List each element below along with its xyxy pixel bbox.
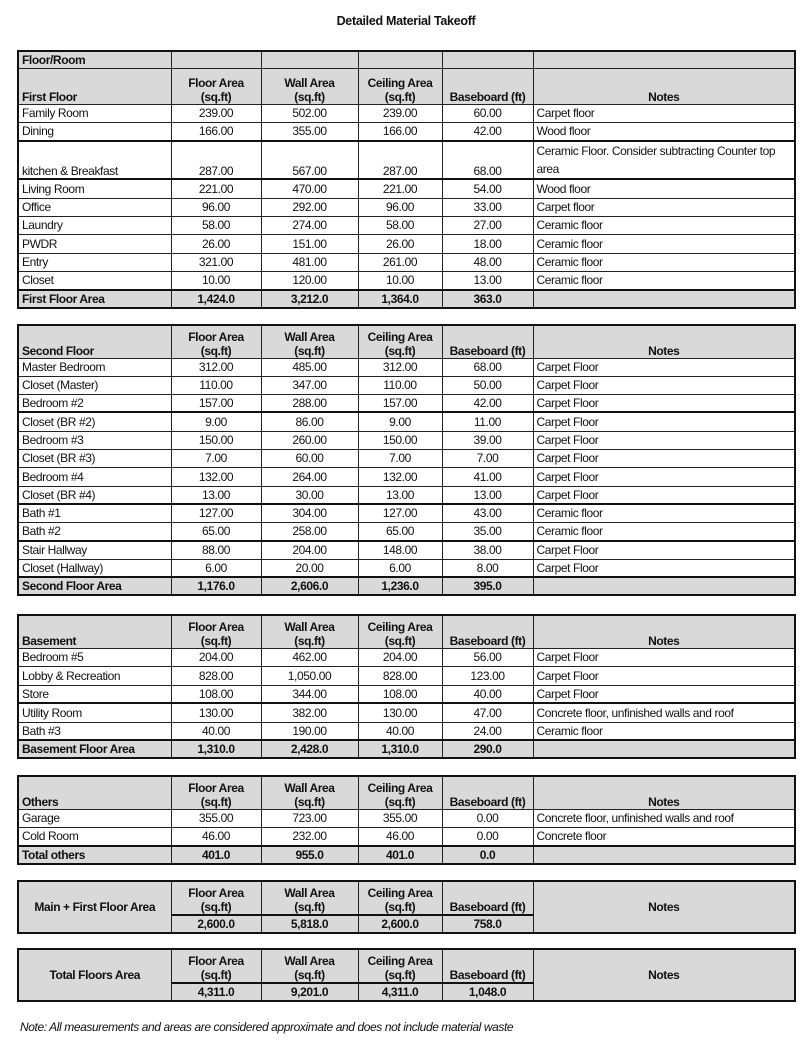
wall-area: 190.00	[261, 722, 358, 740]
summary-baseboard: 758.0	[442, 915, 533, 933]
wall-area: 20.00	[261, 559, 358, 577]
notes: Carpet Floor	[533, 394, 795, 412]
total-wall-area: 2,606.0	[261, 577, 358, 595]
room-name: Dining	[18, 122, 171, 141]
baseboard: 123.00	[442, 666, 533, 685]
notes: Wood floor	[533, 179, 795, 198]
total-label: Total others	[18, 846, 171, 864]
table-row	[18, 449, 795, 467]
header-ceiling-area: Ceiling Area (sq.ft)	[358, 615, 442, 648]
wall-area: 86.00	[261, 412, 358, 431]
floor-area: 157.00	[171, 394, 261, 412]
floor-area: 127.00	[171, 504, 261, 522]
floor-area: 150.00	[171, 431, 261, 449]
ceiling-area: 110.00	[358, 376, 442, 394]
ceiling-area: 127.00	[358, 504, 442, 522]
notes: Concrete floor, unfinished walls and roof	[533, 703, 795, 722]
summary-wall-area: 5,818.0	[261, 915, 358, 933]
basement-table	[17, 614, 796, 759]
table-row	[18, 271, 795, 290]
baseboard: 35.00	[442, 522, 533, 541]
notes: Ceramic floor	[533, 722, 795, 740]
header-wall-area: Wall Area (sq.ft)	[261, 949, 358, 983]
header-notes: Notes	[533, 881, 795, 933]
wall-area: 382.00	[261, 703, 358, 722]
floor-area: 221.00	[171, 179, 261, 198]
wall-area: 232.00	[261, 827, 358, 846]
room-name: Bedroom #3	[18, 431, 171, 449]
notes: Ceramic floor	[533, 234, 795, 253]
table-row	[18, 141, 795, 179]
notes: Ceramic floor	[533, 522, 795, 541]
room-name: Garage	[18, 809, 171, 827]
notes: Carpet Floor	[533, 486, 795, 504]
wall-area: 1,050.00	[261, 666, 358, 685]
notes: Ceramic floor	[533, 504, 795, 522]
baseboard: 24.00	[442, 722, 533, 740]
notes: Ceramic floor	[533, 216, 795, 234]
baseboard: 48.00	[442, 253, 533, 271]
header-notes: Notes	[533, 776, 795, 809]
baseboard: 40.00	[442, 685, 533, 703]
wall-area: 274.00	[261, 216, 358, 234]
baseboard: 11.00	[442, 412, 533, 431]
floor-area: 58.00	[171, 216, 261, 234]
wall-area: 304.00	[261, 504, 358, 522]
footnote: Note: All measurements and areas are considered approximate and does not include material waste	[20, 1020, 514, 1034]
room-name: Bath #2	[18, 522, 171, 541]
floor-area: 239.00	[171, 104, 261, 122]
header-baseboard: Baseboard (ft)	[442, 776, 533, 809]
table-row	[18, 412, 795, 431]
floor-area: 6.00	[171, 559, 261, 577]
header-baseboard: Baseboard (ft)	[442, 68, 533, 104]
section-total-row	[18, 290, 795, 308]
wall-area: 264.00	[261, 467, 358, 486]
header-floor-area: Floor Area (sq.ft)	[171, 325, 261, 358]
floor-area: 96.00	[171, 198, 261, 216]
ceiling-area: 7.00	[358, 449, 442, 467]
header-ceiling-area: Ceiling Area (sq.ft)	[358, 949, 442, 983]
ceiling-area: 166.00	[358, 122, 442, 141]
ceiling-area: 65.00	[358, 522, 442, 541]
room-name: Stair Hallway	[18, 541, 171, 559]
table-row	[18, 541, 795, 559]
header-ceiling-area: Ceiling Area (sq.ft)	[358, 68, 442, 104]
baseboard: 38.00	[442, 541, 533, 559]
room-name: Laundry	[18, 216, 171, 234]
floor-room-label: Floor/Room	[18, 51, 171, 68]
baseboard: 41.00	[442, 467, 533, 486]
ceiling-area: 828.00	[358, 666, 442, 685]
floor-area: 108.00	[171, 685, 261, 703]
room-name: kitchen & Breakfast	[18, 141, 171, 179]
header-wall-area: Wall Area (sq.ft)	[261, 325, 358, 358]
header-baseboard: Baseboard (ft)	[442, 615, 533, 648]
ceiling-area: 312.00	[358, 358, 442, 376]
header-floor-area: Floor Area (sq.ft)	[171, 881, 261, 915]
section-total-row	[18, 740, 795, 758]
room-name: Bedroom #2	[18, 394, 171, 412]
header-wall-area: Wall Area (sq.ft)	[261, 615, 358, 648]
notes: Carpet Floor	[533, 412, 795, 431]
floor-area: 110.00	[171, 376, 261, 394]
table-row	[18, 122, 795, 141]
header-floor-area: Floor Area (sq.ft)	[171, 949, 261, 983]
floor-area: 132.00	[171, 467, 261, 486]
ceiling-area: 221.00	[358, 179, 442, 198]
baseboard: 0.00	[442, 809, 533, 827]
notes: Carpet Floor	[533, 376, 795, 394]
floor-area: 65.00	[171, 522, 261, 541]
ceiling-area: 261.00	[358, 253, 442, 271]
floor-area: 7.00	[171, 449, 261, 467]
total-wall-area: 3,212.0	[261, 290, 358, 308]
room-name: Closet (BR #4)	[18, 486, 171, 504]
section-header-row	[18, 615, 795, 648]
floor-area: 321.00	[171, 253, 261, 271]
baseboard: 54.00	[442, 179, 533, 198]
header-ceiling-area: Ceiling Area (sq.ft)	[358, 325, 442, 358]
floor-area: 9.00	[171, 412, 261, 431]
table-row	[18, 104, 795, 122]
header-notes: Notes	[533, 615, 795, 648]
baseboard: 33.00	[442, 198, 533, 216]
ceiling-area: 204.00	[358, 648, 442, 666]
wall-area: 502.00	[261, 104, 358, 122]
wall-area: 347.00	[261, 376, 358, 394]
notes: Carpet Floor	[533, 685, 795, 703]
summary-wall-area: 9,201.0	[261, 983, 358, 1001]
summary-label: Total Floors Area	[18, 949, 171, 1001]
baseboard: 13.00	[442, 271, 533, 290]
header-baseboard: Baseboard (ft)	[442, 325, 533, 358]
header-floor-area: Floor Area (sq.ft)	[171, 615, 261, 648]
floor-area: 287.00	[171, 141, 261, 179]
baseboard: 68.00	[442, 358, 533, 376]
floor-area: 312.00	[171, 358, 261, 376]
wall-area: 260.00	[261, 431, 358, 449]
wall-area: 355.00	[261, 122, 358, 141]
total-floors-summary-table	[17, 948, 796, 1002]
room-name: PWDR	[18, 234, 171, 253]
total-floor-area: 401.0	[171, 846, 261, 864]
floor-area: 828.00	[171, 666, 261, 685]
header-ceiling-area: Ceiling Area (sq.ft)	[358, 776, 442, 809]
wall-area: 567.00	[261, 141, 358, 179]
ceiling-area: 58.00	[358, 216, 442, 234]
wall-area: 723.00	[261, 809, 358, 827]
floor-area: 355.00	[171, 809, 261, 827]
summary-ceiling-area: 2,600.0	[358, 915, 442, 933]
total-ceiling-area: 1,364.0	[358, 290, 442, 308]
section-name: Basement	[18, 615, 171, 648]
table-row	[18, 559, 795, 577]
notes: Concrete floor, unfinished walls and roof	[533, 809, 795, 827]
wall-area: 120.00	[261, 271, 358, 290]
table-row	[18, 703, 795, 722]
table-row	[18, 685, 795, 703]
baseboard: 27.00	[442, 216, 533, 234]
notes: Carpet Floor	[533, 431, 795, 449]
total-label: Basement Floor Area	[18, 740, 171, 758]
table-row	[18, 648, 795, 666]
table-row	[18, 504, 795, 522]
total-baseboard: 290.0	[442, 740, 533, 758]
notes: Concrete floor	[533, 827, 795, 846]
section-header-row	[18, 325, 795, 358]
ceiling-area: 6.00	[358, 559, 442, 577]
header-baseboard: Baseboard (ft)	[442, 949, 533, 983]
room-name: Cold Room	[18, 827, 171, 846]
notes: Carpet Floor	[533, 467, 795, 486]
table-row	[18, 467, 795, 486]
notes: Carpet floor	[533, 104, 795, 122]
wall-area: 481.00	[261, 253, 358, 271]
total-ceiling-area: 401.0	[358, 846, 442, 864]
ceiling-area: 10.00	[358, 271, 442, 290]
notes: Carpet Floor	[533, 358, 795, 376]
ceiling-area: 13.00	[358, 486, 442, 504]
total-label: Second Floor Area	[18, 577, 171, 595]
ceiling-area: 108.00	[358, 685, 442, 703]
summary-floor-area: 4,311.0	[171, 983, 261, 1001]
floor-area: 13.00	[171, 486, 261, 504]
floor-room-row	[18, 51, 795, 68]
others-table	[17, 775, 796, 865]
section-total-row	[18, 577, 795, 595]
room-name: Store	[18, 685, 171, 703]
room-name: Bedroom #5	[18, 648, 171, 666]
notes: Carpet Floor	[533, 449, 795, 467]
ceiling-area: 130.00	[358, 703, 442, 722]
baseboard: 60.00	[442, 104, 533, 122]
room-name: Entry	[18, 253, 171, 271]
table-row	[18, 394, 795, 412]
room-name: Living Room	[18, 179, 171, 198]
total-baseboard: 395.0	[442, 577, 533, 595]
table-row	[18, 234, 795, 253]
ceiling-area: 355.00	[358, 809, 442, 827]
second-floor-table	[17, 324, 796, 596]
section-header-row	[18, 68, 795, 104]
ceiling-area: 9.00	[358, 412, 442, 431]
total-floor-area: 1,176.0	[171, 577, 261, 595]
section-name: Others	[18, 776, 171, 809]
table-row	[18, 198, 795, 216]
header-wall-area: Wall Area (sq.ft)	[261, 881, 358, 915]
baseboard: 13.00	[442, 486, 533, 504]
wall-area: 258.00	[261, 522, 358, 541]
total-wall-area: 2,428.0	[261, 740, 358, 758]
notes: Carpet Floor	[533, 648, 795, 666]
room-name: Closet (BR #2)	[18, 412, 171, 431]
summary-label: Main + First Floor Area	[18, 881, 171, 933]
ceiling-area: 96.00	[358, 198, 442, 216]
notes: Ceramic Floor. Consider subtracting Counter top area	[533, 141, 795, 179]
baseboard: 39.00	[442, 431, 533, 449]
notes: Carpet Floor	[533, 666, 795, 685]
ceiling-area: 26.00	[358, 234, 442, 253]
total-wall-area: 955.0	[261, 846, 358, 864]
baseboard: 43.00	[442, 504, 533, 522]
ceiling-area: 132.00	[358, 467, 442, 486]
header-ceiling-area: Ceiling Area (sq.ft)	[358, 881, 442, 915]
floor-area: 166.00	[171, 122, 261, 141]
table-row	[18, 216, 795, 234]
room-name: Family Room	[18, 104, 171, 122]
baseboard: 50.00	[442, 376, 533, 394]
ceiling-area: 157.00	[358, 394, 442, 412]
total-ceiling-area: 1,236.0	[358, 577, 442, 595]
table-row	[18, 666, 795, 685]
summary-ceiling-area: 4,311.0	[358, 983, 442, 1001]
total-baseboard: 0.0	[442, 846, 533, 864]
notes: Carpet Floor	[533, 559, 795, 577]
header-notes: Notes	[533, 949, 795, 1001]
ceiling-area: 40.00	[358, 722, 442, 740]
section-name: Second Floor	[18, 325, 171, 358]
room-name: Bath #1	[18, 504, 171, 522]
wall-area: 288.00	[261, 394, 358, 412]
summary-floor-area: 2,600.0	[171, 915, 261, 933]
table-row	[18, 722, 795, 740]
room-name: Utility Room	[18, 703, 171, 722]
table-row	[18, 179, 795, 198]
header-floor-area: Floor Area (sq.ft)	[171, 776, 261, 809]
table-row	[18, 522, 795, 541]
header-notes: Notes	[533, 325, 795, 358]
notes: Ceramic floor	[533, 253, 795, 271]
total-floor-area: 1,424.0	[171, 290, 261, 308]
floor-area: 10.00	[171, 271, 261, 290]
notes: Wood floor	[533, 122, 795, 141]
table-row	[18, 253, 795, 271]
table-row	[18, 376, 795, 394]
room-name: Bedroom #4	[18, 467, 171, 486]
header-baseboard: Baseboard (ft)	[442, 881, 533, 915]
section-total-row	[18, 846, 795, 864]
room-name: Office	[18, 198, 171, 216]
first-floor-table	[17, 50, 796, 309]
wall-area: 60.00	[261, 449, 358, 467]
table-row	[18, 358, 795, 376]
wall-area: 292.00	[261, 198, 358, 216]
ceiling-area: 148.00	[358, 541, 442, 559]
floor-area: 88.00	[171, 541, 261, 559]
room-name: Closet (Hallway)	[18, 559, 171, 577]
wall-area: 485.00	[261, 358, 358, 376]
room-name: Master Bedroom	[18, 358, 171, 376]
baseboard: 47.00	[442, 703, 533, 722]
total-ceiling-area: 1,310.0	[358, 740, 442, 758]
baseboard: 0.00	[442, 827, 533, 846]
baseboard: 68.00	[442, 141, 533, 179]
header-notes: Notes	[533, 68, 795, 104]
ceiling-area: 150.00	[358, 431, 442, 449]
table-row	[18, 486, 795, 504]
floor-area: 130.00	[171, 703, 261, 722]
wall-area: 344.00	[261, 685, 358, 703]
notes: Carpet floor	[533, 198, 795, 216]
wall-area: 151.00	[261, 234, 358, 253]
ceiling-area: 46.00	[358, 827, 442, 846]
room-name: Lobby & Recreation	[18, 666, 171, 685]
table-row	[18, 827, 795, 846]
main-first-floor-summary-table	[17, 880, 796, 934]
baseboard: 42.00	[442, 394, 533, 412]
baseboard: 18.00	[442, 234, 533, 253]
floor-area: 40.00	[171, 722, 261, 740]
total-floor-area: 1,310.0	[171, 740, 261, 758]
section-header-row	[18, 776, 795, 809]
room-name: Closet	[18, 271, 171, 290]
floor-area: 46.00	[171, 827, 261, 846]
baseboard: 7.00	[442, 449, 533, 467]
notes: Ceramic floor	[533, 271, 795, 290]
room-name: Bath #3	[18, 722, 171, 740]
total-baseboard: 363.0	[442, 290, 533, 308]
baseboard: 42.00	[442, 122, 533, 141]
table-row	[18, 809, 795, 827]
wall-area: 204.00	[261, 541, 358, 559]
room-name: Closet (Master)	[18, 376, 171, 394]
floor-area: 204.00	[171, 648, 261, 666]
floor-area: 26.00	[171, 234, 261, 253]
header-wall-area: Wall Area (sq.ft)	[261, 68, 358, 104]
wall-area: 470.00	[261, 179, 358, 198]
section-name: First Floor	[18, 68, 171, 104]
page-title: Detailed Material Takeoff	[336, 14, 476, 28]
room-name: Closet (BR #3)	[18, 449, 171, 467]
baseboard: 56.00	[442, 648, 533, 666]
summary-baseboard: 1,048.0	[442, 983, 533, 1001]
notes: Carpet Floor	[533, 541, 795, 559]
ceiling-area: 287.00	[358, 141, 442, 179]
wall-area: 462.00	[261, 648, 358, 666]
ceiling-area: 239.00	[358, 104, 442, 122]
header-floor-area: Floor Area (sq.ft)	[171, 68, 261, 104]
total-label: First Floor Area	[18, 290, 171, 308]
header-wall-area: Wall Area (sq.ft)	[261, 776, 358, 809]
wall-area: 30.00	[261, 486, 358, 504]
table-row	[18, 431, 795, 449]
baseboard: 8.00	[442, 559, 533, 577]
